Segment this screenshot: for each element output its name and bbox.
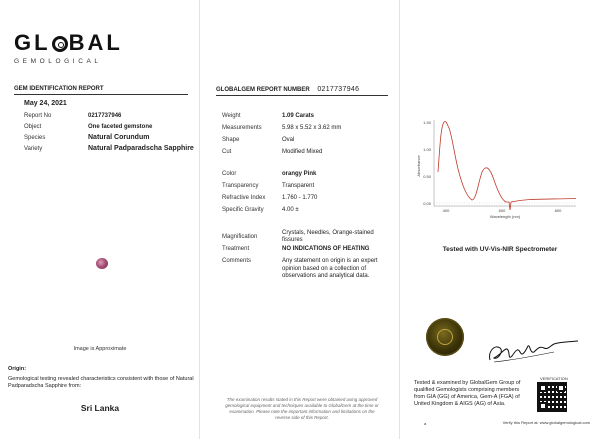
- logo-globe-icon: [52, 36, 68, 52]
- row-report-no: [24, 113, 194, 124]
- qr-finder-top-right: [557, 384, 565, 392]
- verify-report-link[interactable]: Verify this Report at: www.globalgemological.com: [502, 420, 590, 425]
- logo-wordmark: GL BAL: [14, 30, 123, 55]
- row-object: [24, 124, 194, 135]
- row-treatment: [222, 246, 386, 258]
- row-label: Comments: [222, 258, 252, 264]
- row-color: [222, 171, 386, 183]
- report-number-value: 0217737946: [317, 86, 360, 93]
- gemstone-image: [96, 258, 108, 269]
- logo-subtitle: GEMOLOGICAL: [14, 58, 102, 65]
- row-label: Object: [24, 123, 42, 130]
- origin-country: Sri Lanka: [80, 403, 120, 413]
- page-mark: a: [424, 421, 427, 426]
- row-value: 1.09 Carats: [282, 113, 315, 119]
- row-value: Modified Mixed: [282, 149, 323, 155]
- row-value: orangy Pink: [282, 171, 317, 177]
- row-value: 5.98 x 5.52 x 3.62 mm: [282, 125, 342, 131]
- gem-properties-table: [222, 113, 386, 281]
- row-label: Species: [24, 135, 46, 141]
- qr-finder-top-left: [539, 384, 547, 392]
- y-tick-label: 0.50: [423, 174, 431, 179]
- row-value: Crystals, Needles, Orange-stained fissures: [282, 229, 374, 243]
- globalgem-seal-emblem: [426, 318, 464, 356]
- row-label: Color: [222, 171, 237, 177]
- report-number-label: GLOBALGEM REPORT NUMBER: [216, 87, 310, 93]
- tested-by-statement: Tested & examined by GlobalGem Group of qualified Gemologists comprising members from GIA (GG) of America, Gem-A (FGA) of United Kingdom & AIGS (AG) of Asia.: [414, 380, 521, 407]
- y-tick-label: 1.50: [423, 120, 431, 125]
- row-label: Weight: [222, 113, 241, 119]
- row-value: 4.00 ±: [282, 207, 299, 213]
- row-value: Natural Padparadscha Sapphire: [88, 144, 194, 152]
- row-cut: [222, 149, 386, 171]
- row-comments: [222, 258, 386, 281]
- row-value: Any statement on origin is an expert opinion based on a collection of observations and analytical data.: [282, 258, 378, 279]
- row-measurements: [222, 125, 386, 137]
- image-approx-note: Image is Approximate: [73, 346, 127, 352]
- row-label: Magnification: [222, 234, 258, 240]
- x-axis-label: Wavelength (nm): [489, 214, 521, 219]
- row-value: Transparent: [282, 183, 315, 189]
- row-specific-gravity: [222, 207, 386, 228]
- row-label: Treatment: [222, 246, 250, 252]
- row-value: One faceted gemstone: [88, 123, 153, 130]
- row-label: Shape: [222, 137, 240, 143]
- uv-vis-nir-spectrum-chart: [412, 114, 580, 222]
- row-value: 0217737946: [88, 113, 122, 119]
- gemologist-signature: [484, 334, 584, 366]
- report-date: May 24, 2021: [24, 100, 67, 107]
- origin-label: Origin:: [8, 366, 27, 372]
- row-value: Oval: [282, 137, 295, 143]
- origin-description: Gemological testing revealed characteristics consistent with those of Natural Padparadscha Sapphire from:: [8, 376, 194, 389]
- qr-finder-bottom-left: [539, 402, 547, 410]
- x-tick-label: 400: [442, 208, 450, 213]
- x-tick-label: 800: [554, 208, 562, 213]
- y-axis-label: Absorbance: [416, 155, 421, 177]
- row-label: Measurements: [222, 125, 262, 131]
- gem-identification-header: GEM IDENTIFICATION REPORT: [14, 86, 188, 95]
- report-number-header: [216, 86, 388, 96]
- spectrometer-caption: Tested with UV-Vis-NIR Spectrometer: [442, 246, 558, 253]
- row-magnification: [222, 228, 386, 246]
- row-transparency: [222, 183, 386, 195]
- row-label: Refractive Index: [222, 195, 266, 201]
- signature-stroke: [490, 341, 578, 360]
- row-label: Variety: [24, 145, 43, 152]
- row-value: NO INDICATIONS OF HEATING: [282, 246, 370, 252]
- row-species: [24, 134, 194, 145]
- row-value: Natural Corundum: [88, 134, 150, 141]
- x-tick-label: 600: [498, 208, 506, 213]
- y-tick-label: 0.00: [423, 201, 431, 206]
- y-tick-label: 1.00: [423, 147, 431, 152]
- row-shape: [222, 137, 386, 149]
- left-panel: [0, 0, 200, 439]
- seal-core: [437, 329, 453, 345]
- row-label: Transparency: [222, 183, 259, 189]
- signature-underline: [494, 352, 554, 362]
- verification-label: VERIFICATION: [540, 376, 568, 381]
- report-disclaimer: The examination results stated in this Report were obtained using approved gemological equipment and techniques available to GlobalGem at the time or examination. Please note the important information and limitations on the reverse side of this Report.: [225, 397, 379, 420]
- row-refractive-index: [222, 195, 386, 207]
- identification-table: [24, 113, 194, 155]
- row-variety: [24, 145, 194, 156]
- row-weight: [222, 113, 386, 125]
- row-value: 1.760 - 1.770: [282, 195, 318, 201]
- row-label: Report No: [24, 113, 52, 119]
- verification-qr-code[interactable]: [537, 382, 567, 412]
- globalgem-logo: [14, 32, 124, 65]
- row-label: Specific Gravity: [222, 207, 264, 213]
- absorbance-curve: [438, 121, 576, 210]
- row-label: Cut: [222, 149, 232, 155]
